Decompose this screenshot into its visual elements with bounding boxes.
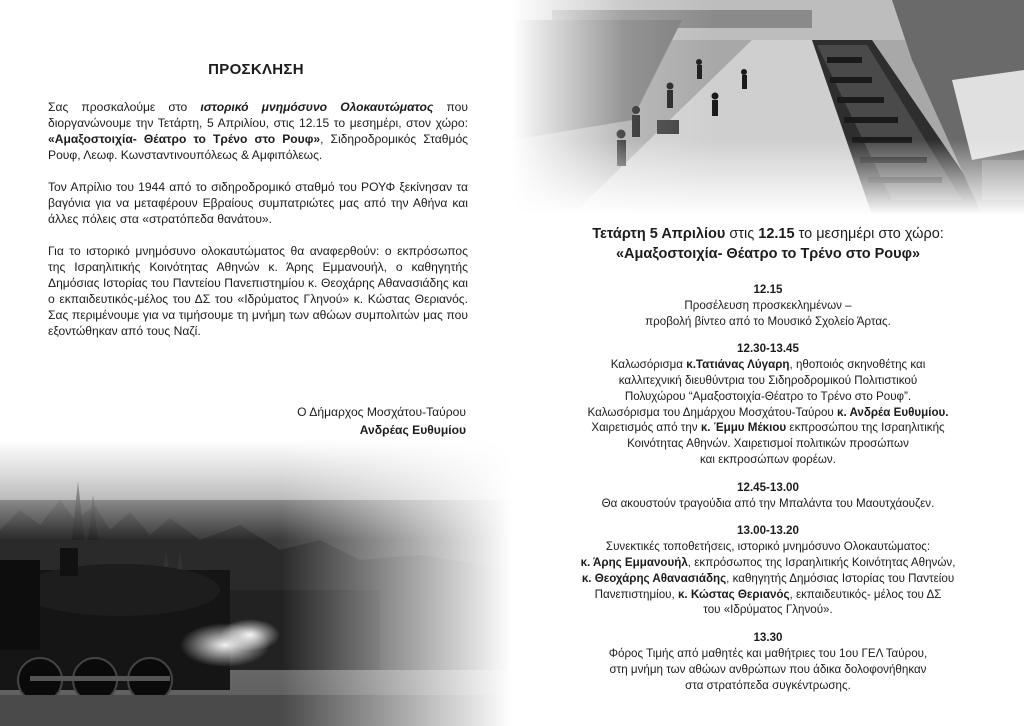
text-run: και εκπροσώπων φορέων.: [700, 452, 836, 466]
text-run: κ. Θεοχάρης Αθανασιάδης: [581, 571, 727, 585]
text-run: Καλωσόρισμα: [610, 358, 687, 372]
schedule-text-line: [552, 662, 984, 678]
event-schedule: [552, 282, 984, 705]
invitation-paragraph: [48, 179, 468, 227]
text-run: εκπροσώπου της Ισραηλιτικής: [786, 421, 945, 435]
schedule-time: 13.00-13.20: [737, 524, 799, 538]
text-run: Πανεπιστημίου,: [594, 587, 678, 601]
right-page: [512, 0, 1024, 726]
event-headline-line: [532, 244, 1004, 264]
invitation-paragraph: [48, 243, 468, 339]
text-run: που διοργανώνουμε την Τετάρτη, 5 Απριλίου, στις 12.15 το μεσημέρι, στον χώρο:: [48, 100, 468, 130]
event-headline: [532, 224, 1004, 264]
schedule-text-line: [552, 420, 984, 436]
signature: [297, 403, 466, 439]
schedule-text-line: [552, 587, 984, 603]
schedule-text-line: [552, 602, 984, 618]
schedule-text-line: [552, 389, 984, 405]
text-run: «Αμαξοστοιχία- Θέατρο το Τρένο στο Ρουφ»: [48, 132, 321, 146]
invitation-body: [48, 99, 468, 355]
text-run: το μεσημέρι στο χώρο:: [794, 226, 944, 242]
schedule-time: 13.30: [753, 631, 783, 645]
text-run: ιστορικό μνημόσυνο Ολοκαυτώματος: [200, 100, 434, 114]
text-run: , Σιδηροδρομικός Σταθμός Ρουφ, Λεωφ. Κωνσταντινουπόλεως & Αμφιπόλεως.: [48, 132, 468, 162]
schedule-text-line: [552, 539, 984, 555]
text-run: Θα ακουστούν τραγούδια από την Μπαλάντα του Μαουτχάουζεν.: [601, 496, 935, 510]
text-run: Τον Απρίλιο του 1944 από το σιδηροδρομικό σταθμό του ΡΟΥΦ ξεκίνησαν τα βαγόνια για να μεταφέρουν Εβραίους συμπατριώτες μας από την Αθήνα και άλλες πόλεις στα «στρατόπεδα θανάτου».: [48, 180, 468, 226]
text-run: κ. Κώστας Θεριανός: [677, 587, 790, 601]
schedule-text-line: [552, 357, 984, 373]
invitation-paragraph: [48, 99, 468, 163]
text-run: Για το ιστορικό μνημόσυνο ολοκαυτώματος θα αναφερθούν: ο εκπρόσωπος της Ισραηλιτικής Κοινότητας Αθηνών κ. Άρης Εμμανουήλ, ο καθηγητής Δημόσιας Ιστορίας του Παντείου Πανεπιστημίου κ. Θεοχάρης Αθανασιάδης και ο εκπαιδευτικός-μέλος του ΔΣ του «Ιδρύματος Γληνού» κ. Κώστας Θεριανός. Σας περιμένουμε για να τιμήσουμε τη μνήμη των αθώων συμπολιτών μας που εξοντώθηκαν από τους Ναζί.: [48, 244, 468, 338]
schedule-item: [552, 523, 984, 618]
text-run: Χαιρετισμός από την: [591, 421, 701, 435]
text-run: Σας προσκαλούμε στο: [48, 100, 201, 114]
schedule-item: [552, 282, 984, 329]
schedule-text-line: [552, 496, 984, 512]
steam-locomotive-photo: [0, 440, 512, 726]
text-run: 12.15: [758, 226, 795, 242]
schedule-item: [552, 341, 984, 467]
schedule-time: 12.45-13.00: [737, 480, 799, 494]
schedule-item: [552, 480, 984, 512]
text-run: Προσέλευση προσκεκλημένων –: [684, 298, 852, 312]
signature-role: Ο Δήμαρχος Μοσχάτου-Ταύρου: [297, 405, 466, 419]
schedule-text-line: [552, 571, 984, 587]
schedule-text-line: [552, 373, 984, 389]
railway-platform-photo: [512, 0, 1024, 215]
text-run: , ηθοποιός σκηνοθέτης και: [789, 358, 926, 372]
text-run: «Αμαξοστοιχία- Θέατρο το Τρένο στο Ρουφ»: [615, 246, 921, 262]
schedule-text-line: [552, 298, 984, 314]
signature-name: Ανδρέας Ευθυμίου: [359, 423, 466, 437]
schedule-text-line: [552, 678, 984, 694]
schedule-time: 12.30-13.45: [737, 342, 799, 356]
text-run: Πολυχώρου “Αμαξοστοιχία-Θέατρο το Τρένο στο Ρουφ”.: [624, 389, 912, 403]
event-headline-line: [532, 224, 1004, 244]
schedule-text-line: [552, 555, 984, 571]
text-run: Φόρος Τιμής από μαθητές και μαθήτριες του 1ου ΓΕΛ Ταύρου,: [608, 646, 928, 660]
text-run: κ. Ανδρέα Ευθυμίου.: [836, 405, 949, 419]
text-run: κ. Άρης Εμμανουήλ: [580, 555, 688, 569]
invitation-title: ΠΡΟΣΚΛΗΣΗ: [208, 61, 304, 78]
schedule-text-line: [552, 436, 984, 452]
text-run: στα στρατόπεδα συγκέντρωσης.: [685, 678, 851, 692]
text-run: , εκπαιδευτικός- μέλος του ΔΣ: [789, 587, 942, 601]
schedule-time: 12.15: [753, 283, 783, 296]
text-run: του «Ιδρύματος Γληνού».: [703, 603, 833, 617]
text-run: , καθηγητής Δημόσιας Ιστορίας του Παντείου: [726, 571, 955, 585]
text-run: , εκπρόσωπος της Ισραηλιτικής Κοινότητας Αθηνών,: [687, 555, 956, 569]
schedule-text-line: [552, 314, 984, 330]
text-run: Τετάρτη 5 Απριλίου: [592, 226, 726, 242]
text-run: κ. Έμμυ Μέκιου: [700, 421, 787, 435]
text-run: Καλωσόρισμα του Δημάρχου Μοσχάτου-Ταύρου: [587, 405, 837, 419]
text-run: στη μνήμη των αθώων ανθρώπων που άδικα δολοφονήθηκαν: [609, 662, 927, 676]
text-run: προβολή βίντεο από το Μουσικό Σχολείο Άρτας.: [645, 314, 891, 328]
text-run: στις: [725, 226, 759, 242]
schedule-text-line: [552, 646, 984, 662]
text-run: Συνεκτικές τοποθετήσεις, ιστορικό μνημόσυνο Ολοκαυτώματος:: [605, 540, 931, 554]
text-run: καλλιτεχνική διευθύντρια του Σιδηροδρομικού Πολιτιστικού: [618, 373, 918, 387]
text-run: Κοινότητας Αθηνών. Χαιρετισμοί πολιτικών προσώπων: [627, 437, 909, 451]
schedule-text-line: [552, 452, 984, 468]
schedule-text-line: [552, 405, 984, 421]
schedule-item: [552, 630, 984, 693]
text-run: κ.Τατιάνας Λύγαρη: [686, 358, 790, 372]
